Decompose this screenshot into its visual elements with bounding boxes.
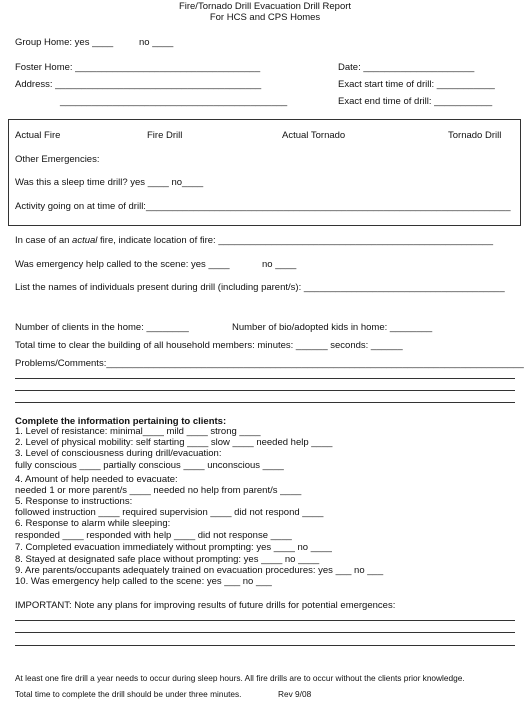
comment-line[interactable]	[15, 390, 515, 391]
help-called-yes-field[interactable]: Was emergency help called to the scene: yes ____	[15, 259, 230, 270]
footer-note: At least one fire drill a year needs to occur during sleep hours. All fire drills are to occur without the clients prior knowledge.	[15, 673, 465, 683]
time-clear-field[interactable]: Total time to clear the building of all household members: minutes: ______ seconds: ______	[15, 340, 403, 351]
fire-location-field[interactable]: In case of an actual fire, indicate location of fire: ____________________________________________________	[15, 235, 494, 246]
client-item[interactable]: 9. Are parents/occupants adequately trained on evacuation procedures: yes ___ no ___	[15, 565, 384, 576]
important-label: IMPORTANT: Note any plans for improving results of future drills for potential emergences:	[15, 600, 396, 611]
important-line[interactable]	[15, 632, 515, 633]
revision-label: Rev 9/08	[278, 689, 312, 699]
client-item: 6. Response to alarm while sleeping:	[15, 518, 171, 529]
activity-field[interactable]: Activity going on at time of drill:_____________________________________________________________________	[15, 201, 511, 212]
start-time-field[interactable]: Exact start time of drill: ___________	[338, 79, 495, 90]
client-item[interactable]: followed instruction ____ required supervision ____ did not respond ____	[15, 507, 324, 518]
client-item: 5. Response to instructions:	[15, 496, 133, 507]
actual-tornado-option[interactable]: Actual Tornado	[282, 130, 346, 141]
client-item[interactable]: fully conscious ____ partially conscious ____ unconscious ____	[15, 460, 284, 471]
date-field[interactable]: Date: _____________________	[338, 62, 475, 73]
client-item[interactable]: 10. Was emergency help called to the scene: yes ___ no ___	[15, 576, 272, 587]
actual-fire-option[interactable]: Actual Fire	[15, 130, 61, 141]
client-item[interactable]: responded ____ responded with help ____ did not response ____	[15, 530, 292, 541]
client-item: 4. Amount of help needed to evacuate:	[15, 474, 178, 485]
important-line[interactable]	[15, 620, 515, 621]
other-emergencies-label: Other Emergencies:	[15, 154, 100, 165]
clients-heading: Complete the information pertaining to clients:	[15, 416, 227, 427]
comment-line[interactable]	[15, 378, 515, 379]
problems-field[interactable]: Problems/Comments:_______________________________________________________________________________	[15, 358, 524, 369]
client-item: 3. Level of consciousness during drill/evacuation:	[15, 448, 222, 459]
tornado-drill-option[interactable]: Tornado Drill	[448, 130, 502, 141]
foster-home-field[interactable]: Foster Home: ___________________________________	[15, 62, 261, 73]
important-line[interactable]	[15, 645, 515, 646]
client-item[interactable]: needed 1 or more parent/s ____ needed no help from parent/s ____	[15, 485, 302, 496]
address-field[interactable]: Address: _______________________________________	[15, 79, 262, 90]
names-field[interactable]: List the names of individuals present during drill (including parent/s): ______________________________________	[15, 282, 505, 293]
page-title: Fire/Tornado Drill Evacuation Drill Report	[178, 1, 352, 12]
comment-line[interactable]	[15, 402, 515, 403]
client-item[interactable]: 8. Stayed at designated safe place without prompting: yes ____ no ____	[15, 554, 320, 565]
help-called-no-field[interactable]: no ____	[262, 259, 297, 270]
page-subtitle: For HCS and CPS Homes	[209, 12, 321, 23]
address-line2-field[interactable]: ___________________________________________	[60, 96, 288, 107]
bio-kids-field[interactable]: Number of bio/adopted kids in home: ________	[232, 322, 433, 333]
footer-total-time: Total time to complete the drill should be under three minutes.	[15, 689, 242, 699]
client-item[interactable]: 7. Completed evacuation immediately without prompting: yes ____ no ____	[15, 542, 332, 553]
clients-count-field[interactable]: Number of clients in the home: ________	[15, 322, 189, 333]
group-home-no-field[interactable]: no ____	[139, 37, 174, 48]
end-time-field[interactable]: Exact end time of drill: ___________	[338, 96, 493, 107]
fire-drill-option[interactable]: Fire Drill	[147, 130, 183, 141]
client-item[interactable]: 1. Level of resistance: minimal____ mild ____ strong ____	[15, 426, 261, 437]
group-home-yes-field[interactable]: Group Home: yes ____	[15, 37, 114, 48]
sleep-time-field[interactable]: Was this a sleep time drill? yes ____ no____	[15, 177, 204, 188]
client-item[interactable]: 2. Level of physical mobility: self starting ____ slow ____ needed help ____	[15, 437, 333, 448]
